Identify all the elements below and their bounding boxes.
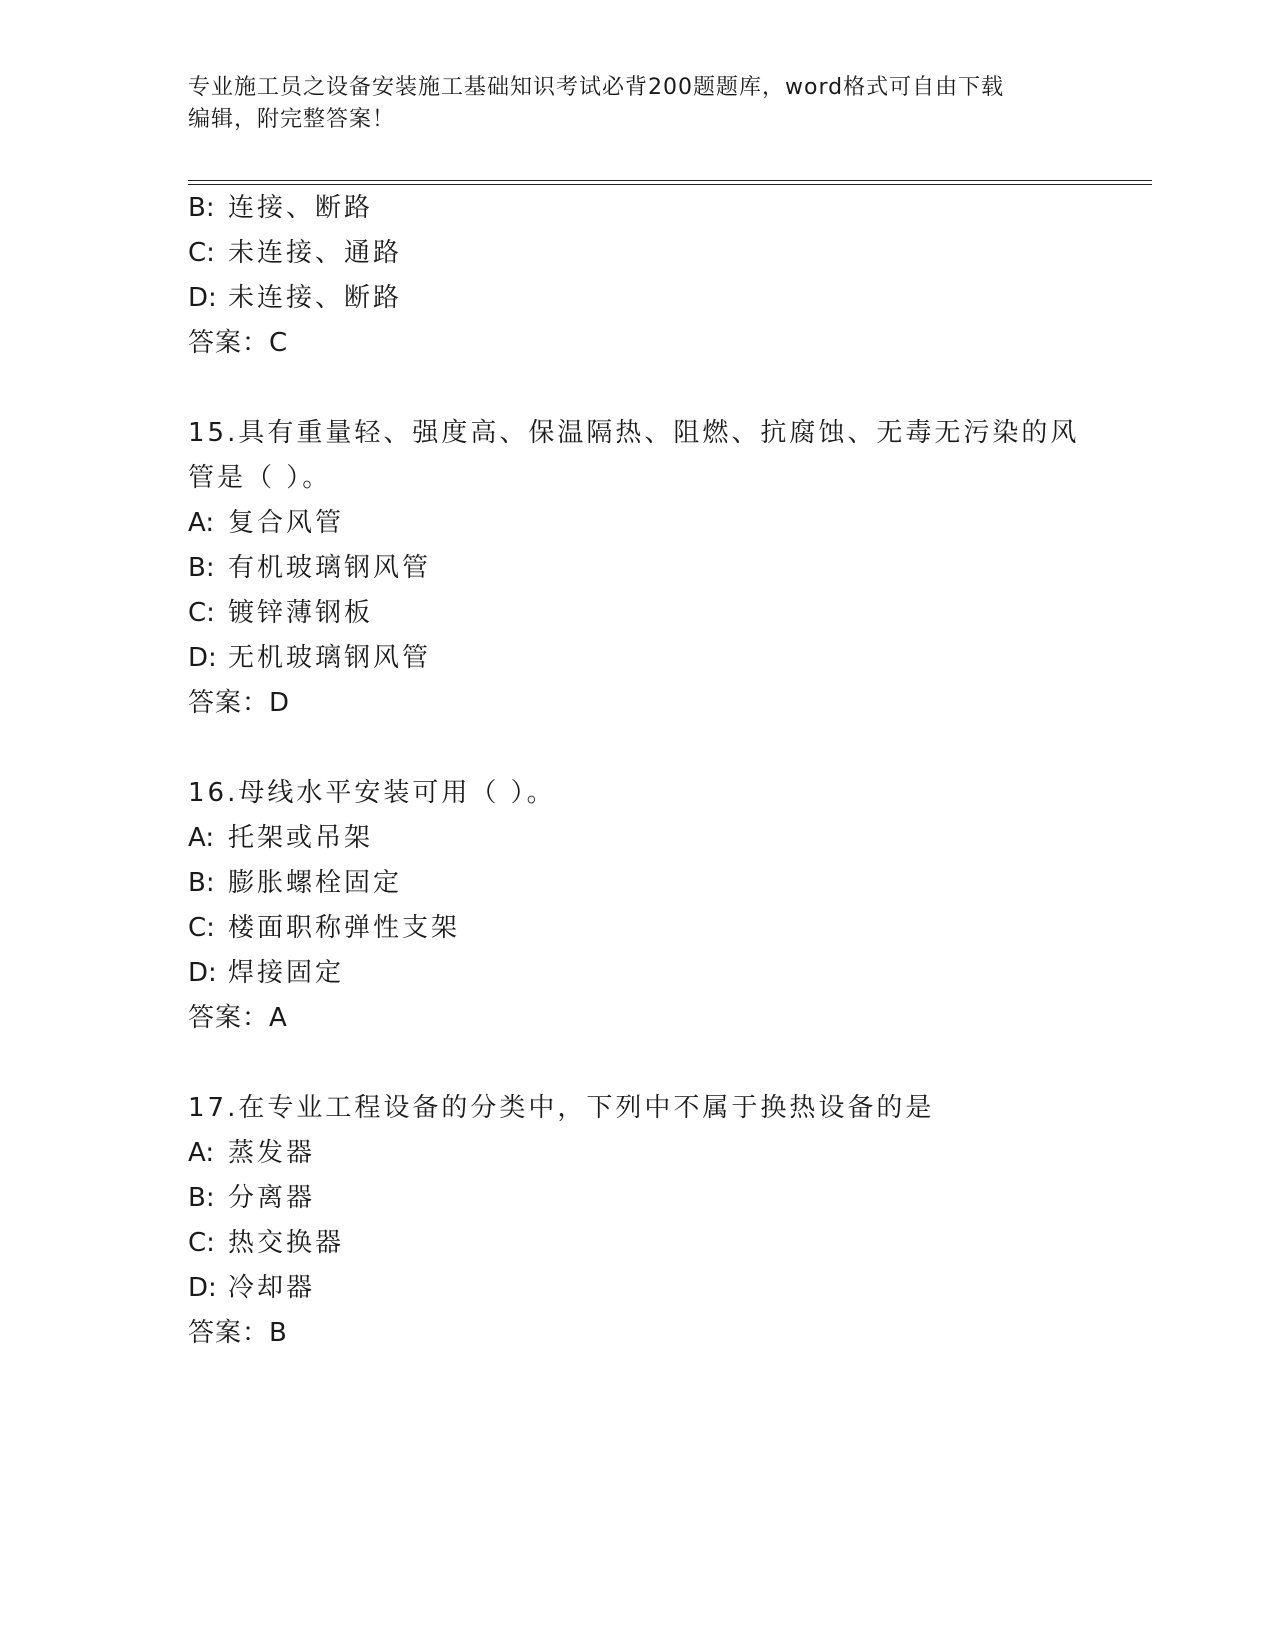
option-letter: B: — [188, 1183, 215, 1213]
option-text: 托架或吊架 — [228, 823, 374, 853]
q17-stem-line-1: 17.在专业工程设备的分类中，下列中不属于换热设备的是 — [188, 1093, 935, 1123]
option-letter: A: — [188, 823, 215, 853]
q15-option-a — [188, 505, 344, 541]
document-header — [188, 72, 1088, 136]
option-letter: D: — [188, 643, 217, 673]
q17-option-c — [188, 1225, 344, 1261]
option-letter: B: — [188, 553, 215, 583]
q17-answer: 答案：B — [188, 1318, 288, 1348]
q16-option-d — [188, 955, 344, 991]
option-text: 无机玻璃钢风管 — [228, 643, 432, 673]
q16-answer: 答案：A — [188, 1003, 288, 1033]
option-letter: D: — [188, 1273, 217, 1303]
q15-option-c — [188, 595, 373, 631]
option-letter: C: — [188, 913, 215, 943]
q16-option-c — [188, 910, 460, 946]
q17-option-b — [188, 1180, 315, 1216]
option-letter: C: — [188, 598, 215, 628]
option-letter: B: — [188, 868, 215, 898]
prev-option-b — [188, 190, 373, 226]
q15-option-b — [188, 550, 431, 586]
q16-option-a — [188, 820, 373, 856]
q17-option-d — [188, 1270, 315, 1306]
option-text: 镀锌薄钢板 — [228, 598, 374, 628]
option-text: 未连接、断路 — [228, 283, 403, 313]
header-line-1: 专业施工员之设备安装施工基础知识考试必背200题题库，word格式可自由下载 — [188, 75, 1005, 100]
q15-stem-line-2: 管是（ ）。 — [188, 463, 332, 493]
option-text: 未连接、通路 — [228, 238, 403, 268]
option-letter: C: — [188, 238, 215, 268]
option-text: 冷却器 — [228, 1273, 316, 1303]
option-letter: C: — [188, 1228, 215, 1258]
q15-answer: 答案：D — [188, 688, 291, 718]
option-letter: A: — [188, 1138, 215, 1168]
header-line-2: 编辑，附完整答案！ — [188, 107, 396, 132]
prev-option-c — [188, 235, 402, 271]
option-letter: B: — [188, 193, 215, 223]
option-text: 连接、断路 — [228, 193, 374, 223]
prev-option-d — [188, 280, 402, 316]
option-text: 分离器 — [228, 1183, 316, 1213]
q16-option-b — [188, 865, 402, 901]
option-letter: D: — [188, 283, 217, 313]
option-text: 膨胀螺栓固定 — [228, 868, 403, 898]
option-text: 焊接固定 — [228, 958, 345, 988]
q15-option-d — [188, 640, 431, 676]
option-letter: A: — [188, 508, 215, 538]
option-text: 楼面职称弹性支架 — [228, 913, 461, 943]
option-letter: D: — [188, 958, 217, 988]
option-text: 有机玻璃钢风管 — [228, 553, 432, 583]
q17-option-a — [188, 1135, 315, 1171]
q15-stem-line-1: 15.具有重量轻、强度高、保温隔热、阻燃、抗腐蚀、无毒无污染的风 — [188, 418, 1080, 448]
prev-answer: 答案：C — [188, 328, 289, 358]
option-text: 复合风管 — [228, 508, 345, 538]
header-divider-top — [188, 180, 1152, 181]
q16-stem-line-1: 16.母线水平安装可用（ ）。 — [188, 778, 556, 808]
option-text: 热交换器 — [228, 1228, 345, 1258]
option-text: 蒸发器 — [228, 1138, 316, 1168]
header-divider-bottom — [188, 184, 1152, 185]
